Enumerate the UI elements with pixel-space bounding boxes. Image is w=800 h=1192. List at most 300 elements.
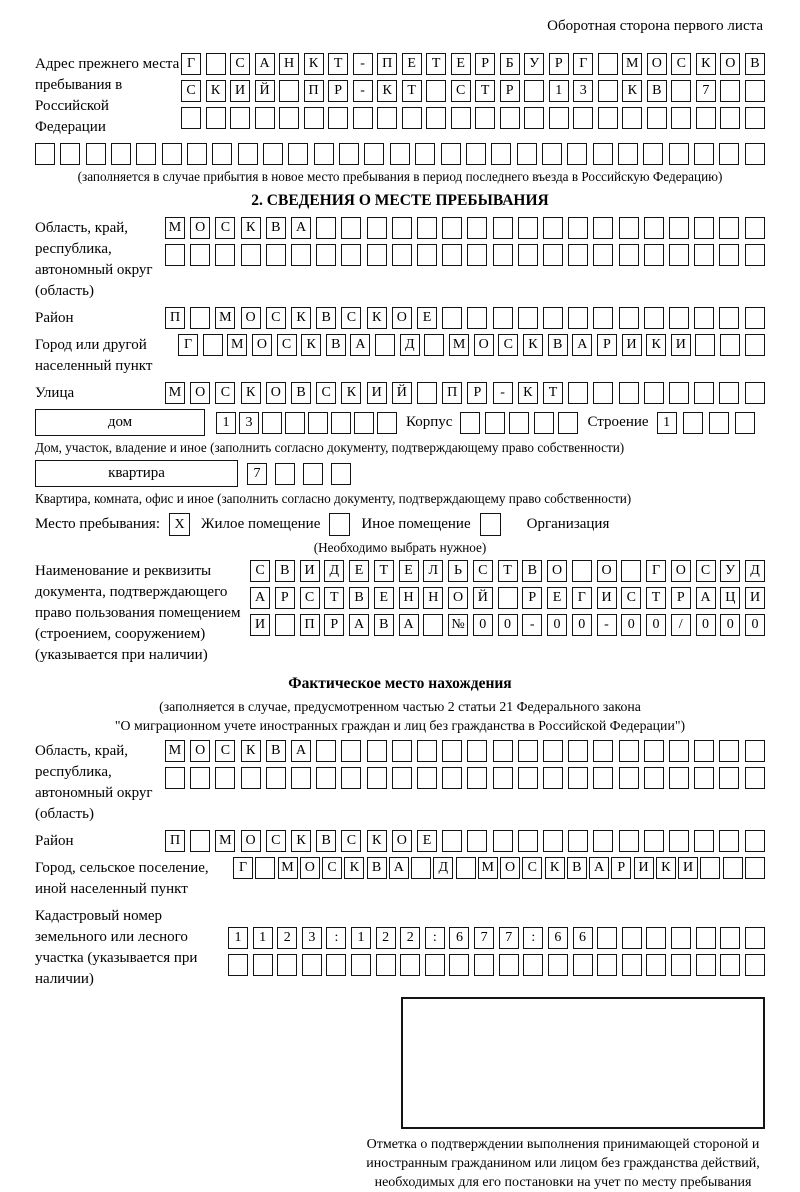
char-cell[interactable] <box>669 382 689 404</box>
char-cell[interactable] <box>597 954 617 976</box>
char-cell[interactable]: К <box>545 857 565 879</box>
char-cell[interactable] <box>518 307 538 329</box>
char-cell[interactable]: С <box>300 587 320 609</box>
char-cell[interactable] <box>622 107 642 129</box>
char-cell[interactable] <box>255 857 275 879</box>
char-cell[interactable] <box>181 107 201 129</box>
char-cell[interactable]: И <box>250 614 270 636</box>
char-cell[interactable]: С <box>341 830 361 852</box>
char-cell[interactable]: П <box>165 307 185 329</box>
char-cell[interactable] <box>683 412 703 434</box>
char-cell[interactable]: Р <box>671 587 691 609</box>
char-cell[interactable]: С <box>277 334 297 356</box>
char-cell[interactable] <box>622 954 642 976</box>
char-cell[interactable]: Б <box>500 53 520 75</box>
char-cell[interactable] <box>441 143 461 165</box>
char-cell[interactable] <box>111 143 131 165</box>
char-cell[interactable] <box>621 560 641 582</box>
char-cell[interactable] <box>392 244 412 266</box>
char-cell[interactable]: В <box>745 53 765 75</box>
char-cell[interactable] <box>568 307 588 329</box>
char-cell[interactable]: М <box>165 217 185 239</box>
char-cell[interactable] <box>745 107 765 129</box>
char-cell[interactable]: О <box>671 560 691 582</box>
char-cell[interactable]: И <box>634 857 654 879</box>
char-cell[interactable]: В <box>266 217 286 239</box>
char-cell[interactable]: И <box>678 857 698 879</box>
char-cell[interactable] <box>735 412 755 434</box>
char-cell[interactable] <box>598 107 618 129</box>
char-cell[interactable] <box>279 107 299 129</box>
char-cell[interactable]: Р <box>328 80 348 102</box>
char-cell[interactable]: / <box>671 614 691 636</box>
char-cell[interactable]: 0 <box>498 614 518 636</box>
char-cell[interactable]: Т <box>498 560 518 582</box>
char-cell[interactable] <box>203 334 223 356</box>
char-cell[interactable]: Р <box>522 587 542 609</box>
char-cell[interactable]: В <box>266 740 286 762</box>
char-cell[interactable] <box>485 412 505 434</box>
char-cell[interactable]: Й <box>392 382 412 404</box>
char-cell[interactable] <box>548 954 568 976</box>
char-cell[interactable] <box>215 244 235 266</box>
char-cell[interactable] <box>745 217 765 239</box>
char-cell[interactable]: О <box>597 560 617 582</box>
char-cell[interactable]: Д <box>745 560 765 582</box>
char-cell[interactable] <box>392 767 412 789</box>
char-cell[interactable]: С <box>266 307 286 329</box>
char-cell[interactable]: С <box>522 857 542 879</box>
char-cell[interactable]: 0 <box>621 614 641 636</box>
char-cell[interactable] <box>593 830 613 852</box>
char-cell[interactable] <box>694 740 714 762</box>
char-cell[interactable] <box>331 463 351 485</box>
char-cell[interactable] <box>720 334 740 356</box>
char-cell[interactable] <box>745 334 765 356</box>
char-cell[interactable] <box>618 143 638 165</box>
char-cell[interactable] <box>417 382 437 404</box>
char-cell[interactable] <box>646 927 666 949</box>
char-cell[interactable]: О <box>190 217 210 239</box>
char-cell[interactable] <box>354 412 374 434</box>
char-cell[interactable] <box>619 244 639 266</box>
dom-box[interactable] <box>35 409 205 436</box>
char-cell[interactable] <box>694 217 714 239</box>
char-cell[interactable] <box>308 412 328 434</box>
char-cell[interactable]: Ь <box>448 560 468 582</box>
char-cell[interactable]: 7 <box>247 463 267 485</box>
char-cell[interactable] <box>285 412 305 434</box>
char-cell[interactable] <box>745 143 765 165</box>
char-cell[interactable] <box>442 307 462 329</box>
char-cell[interactable]: Т <box>374 560 394 582</box>
char-cell[interactable]: С <box>250 560 270 582</box>
char-cell[interactable] <box>644 244 664 266</box>
char-cell[interactable] <box>745 80 765 102</box>
char-cell[interactable]: М <box>449 334 469 356</box>
char-cell[interactable]: К <box>341 382 361 404</box>
char-cell[interactable]: О <box>474 334 494 356</box>
char-cell[interactable] <box>467 767 487 789</box>
char-cell[interactable]: Н <box>423 587 443 609</box>
char-cell[interactable]: А <box>291 740 311 762</box>
char-cell[interactable]: П <box>304 80 324 102</box>
char-cell[interactable] <box>593 143 613 165</box>
char-cell[interactable]: С <box>181 80 201 102</box>
char-cell[interactable]: Т <box>328 53 348 75</box>
char-cell[interactable]: С <box>473 560 493 582</box>
char-cell[interactable] <box>316 740 336 762</box>
char-cell[interactable]: В <box>548 334 568 356</box>
char-cell[interactable] <box>400 954 420 976</box>
char-cell[interactable]: С <box>621 587 641 609</box>
char-cell[interactable]: У <box>720 560 740 582</box>
char-cell[interactable] <box>568 767 588 789</box>
char-cell[interactable] <box>238 143 258 165</box>
char-cell[interactable]: О <box>500 857 520 879</box>
char-cell[interactable]: И <box>622 334 642 356</box>
char-cell[interactable]: 2 <box>400 927 420 949</box>
char-cell[interactable] <box>543 307 563 329</box>
char-cell[interactable] <box>669 244 689 266</box>
char-cell[interactable] <box>719 830 739 852</box>
char-cell[interactable] <box>543 217 563 239</box>
char-cell[interactable] <box>573 954 593 976</box>
char-cell[interactable] <box>364 143 384 165</box>
char-cell[interactable] <box>598 53 618 75</box>
char-cell[interactable]: И <box>367 382 387 404</box>
char-cell[interactable] <box>719 767 739 789</box>
char-cell[interactable]: - <box>522 614 542 636</box>
char-cell[interactable]: О <box>241 830 261 852</box>
char-cell[interactable]: Р <box>597 334 617 356</box>
char-cell[interactable] <box>339 143 359 165</box>
char-cell[interactable] <box>644 767 664 789</box>
char-cell[interactable] <box>353 107 373 129</box>
char-cell[interactable]: П <box>442 382 462 404</box>
char-cell[interactable] <box>467 307 487 329</box>
char-cell[interactable] <box>543 740 563 762</box>
char-cell[interactable] <box>669 830 689 852</box>
char-cell[interactable]: Р <box>467 382 487 404</box>
char-cell[interactable] <box>644 740 664 762</box>
char-cell[interactable]: К <box>377 80 397 102</box>
char-cell[interactable] <box>709 412 729 434</box>
char-cell[interactable] <box>377 107 397 129</box>
char-cell[interactable]: О <box>547 560 567 582</box>
char-cell[interactable]: К <box>304 53 324 75</box>
char-cell[interactable]: И <box>230 80 250 102</box>
char-cell[interactable] <box>467 830 487 852</box>
char-cell[interactable]: Е <box>547 587 567 609</box>
char-cell[interactable] <box>304 107 324 129</box>
char-cell[interactable]: 0 <box>646 614 666 636</box>
char-cell[interactable] <box>426 80 446 102</box>
char-cell[interactable]: - <box>597 614 617 636</box>
char-cell[interactable] <box>696 107 716 129</box>
char-cell[interactable] <box>467 740 487 762</box>
char-cell[interactable]: Н <box>279 53 299 75</box>
char-cell[interactable]: А <box>572 334 592 356</box>
char-cell[interactable] <box>206 53 226 75</box>
char-cell[interactable] <box>255 107 275 129</box>
char-cell[interactable]: С <box>341 307 361 329</box>
char-cell[interactable]: К <box>206 80 226 102</box>
char-cell[interactable]: К <box>367 830 387 852</box>
char-cell[interactable]: Е <box>417 307 437 329</box>
char-cell[interactable] <box>277 954 297 976</box>
char-cell[interactable] <box>644 830 664 852</box>
char-cell[interactable] <box>230 107 250 129</box>
char-cell[interactable]: 1 <box>657 412 677 434</box>
char-cell[interactable] <box>417 740 437 762</box>
char-cell[interactable] <box>524 80 544 102</box>
char-cell[interactable] <box>442 767 462 789</box>
char-cell[interactable]: С <box>498 334 518 356</box>
char-cell[interactable] <box>517 143 537 165</box>
char-cell[interactable]: Д <box>433 857 453 879</box>
char-cell[interactable]: 0 <box>547 614 567 636</box>
char-cell[interactable]: Т <box>324 587 344 609</box>
char-cell[interactable] <box>417 217 437 239</box>
char-cell[interactable] <box>671 107 691 129</box>
char-cell[interactable] <box>206 107 226 129</box>
char-cell[interactable]: Е <box>399 560 419 582</box>
char-cell[interactable] <box>417 767 437 789</box>
char-cell[interactable] <box>523 954 543 976</box>
char-cell[interactable] <box>568 244 588 266</box>
char-cell[interactable]: Т <box>646 587 666 609</box>
char-cell[interactable]: Й <box>255 80 275 102</box>
char-cell[interactable]: М <box>165 382 185 404</box>
char-cell[interactable]: К <box>656 857 676 879</box>
char-cell[interactable] <box>190 830 210 852</box>
char-cell[interactable]: 0 <box>696 614 716 636</box>
char-cell[interactable]: А <box>350 334 370 356</box>
char-cell[interactable] <box>695 334 715 356</box>
char-cell[interactable] <box>423 614 443 636</box>
char-cell[interactable]: Ц <box>720 587 740 609</box>
char-cell[interactable]: П <box>165 830 185 852</box>
char-cell[interactable]: О <box>392 307 412 329</box>
char-cell[interactable]: В <box>316 307 336 329</box>
char-cell[interactable]: 0 <box>473 614 493 636</box>
char-cell[interactable] <box>316 244 336 266</box>
char-cell[interactable]: Н <box>399 587 419 609</box>
char-cell[interactable] <box>694 143 714 165</box>
char-cell[interactable]: 1 <box>351 927 371 949</box>
char-cell[interactable]: 0 <box>745 614 765 636</box>
char-cell[interactable] <box>509 412 529 434</box>
char-cell[interactable] <box>745 857 765 879</box>
char-cell[interactable] <box>558 412 578 434</box>
char-cell[interactable] <box>275 614 295 636</box>
char-cell[interactable]: 6 <box>548 927 568 949</box>
char-cell[interactable]: В <box>349 587 369 609</box>
char-cell[interactable] <box>190 307 210 329</box>
char-cell[interactable] <box>745 954 765 976</box>
char-cell[interactable] <box>266 767 286 789</box>
char-cell[interactable]: К <box>241 740 261 762</box>
char-cell[interactable]: Г <box>572 587 592 609</box>
char-cell[interactable]: 6 <box>573 927 593 949</box>
char-cell[interactable] <box>619 382 639 404</box>
char-cell[interactable] <box>493 767 513 789</box>
char-cell[interactable]: М <box>227 334 247 356</box>
char-cell[interactable] <box>474 954 494 976</box>
char-cell[interactable] <box>568 217 588 239</box>
char-cell[interactable] <box>572 560 592 582</box>
char-cell[interactable]: Д <box>324 560 344 582</box>
char-cell[interactable] <box>341 740 361 762</box>
char-cell[interactable]: Г <box>178 334 198 356</box>
char-cell[interactable] <box>694 767 714 789</box>
char-cell[interactable]: 3 <box>239 412 259 434</box>
char-cell[interactable]: О <box>190 382 210 404</box>
char-cell[interactable] <box>622 927 642 949</box>
char-cell[interactable]: 3 <box>573 80 593 102</box>
char-cell[interactable] <box>328 107 348 129</box>
char-cell[interactable] <box>694 307 714 329</box>
char-cell[interactable] <box>460 412 480 434</box>
char-cell[interactable] <box>449 954 469 976</box>
char-cell[interactable] <box>475 107 495 129</box>
char-cell[interactable] <box>341 767 361 789</box>
char-cell[interactable] <box>390 143 410 165</box>
char-cell[interactable] <box>493 830 513 852</box>
char-cell[interactable] <box>162 143 182 165</box>
char-cell[interactable]: С <box>451 80 471 102</box>
char-cell[interactable] <box>367 244 387 266</box>
char-cell[interactable] <box>593 244 613 266</box>
char-cell[interactable] <box>543 830 563 852</box>
char-cell[interactable] <box>341 217 361 239</box>
char-cell[interactable] <box>493 244 513 266</box>
char-cell[interactable] <box>316 767 336 789</box>
char-cell[interactable] <box>86 143 106 165</box>
char-cell[interactable]: В <box>647 80 667 102</box>
char-cell[interactable]: Г <box>233 857 253 879</box>
char-cell[interactable] <box>542 143 562 165</box>
char-cell[interactable] <box>644 217 664 239</box>
char-cell[interactable]: В <box>275 560 295 582</box>
char-cell[interactable]: К <box>301 334 321 356</box>
char-cell[interactable] <box>331 412 351 434</box>
char-cell[interactable] <box>190 767 210 789</box>
char-cell[interactable]: С <box>230 53 250 75</box>
char-cell[interactable]: О <box>252 334 272 356</box>
char-cell[interactable] <box>415 143 435 165</box>
char-cell[interactable]: И <box>671 334 691 356</box>
char-cell[interactable] <box>402 107 422 129</box>
char-cell[interactable] <box>593 382 613 404</box>
char-cell[interactable] <box>341 244 361 266</box>
char-cell[interactable]: - <box>353 53 373 75</box>
char-cell[interactable] <box>279 80 299 102</box>
char-cell[interactable]: И <box>597 587 617 609</box>
char-cell[interactable]: В <box>326 334 346 356</box>
char-cell[interactable]: Е <box>451 53 471 75</box>
char-cell[interactable] <box>568 830 588 852</box>
char-cell[interactable]: 7 <box>696 80 716 102</box>
char-cell[interactable]: С <box>215 217 235 239</box>
char-cell[interactable] <box>518 740 538 762</box>
char-cell[interactable]: К <box>518 382 538 404</box>
char-cell[interactable] <box>696 927 716 949</box>
char-cell[interactable] <box>493 217 513 239</box>
char-cell[interactable] <box>568 382 588 404</box>
char-cell[interactable] <box>671 927 691 949</box>
char-cell[interactable] <box>745 382 765 404</box>
char-cell[interactable] <box>720 954 740 976</box>
char-cell[interactable] <box>375 334 395 356</box>
char-cell[interactable] <box>619 307 639 329</box>
char-cell[interactable] <box>598 80 618 102</box>
char-cell[interactable] <box>646 954 666 976</box>
char-cell[interactable]: В <box>291 382 311 404</box>
char-cell[interactable] <box>534 412 554 434</box>
char-cell[interactable]: А <box>589 857 609 879</box>
char-cell[interactable]: 1 <box>228 927 248 949</box>
char-cell[interactable]: : <box>425 927 445 949</box>
char-cell[interactable] <box>644 307 664 329</box>
char-cell[interactable] <box>543 767 563 789</box>
char-cell[interactable]: - <box>353 80 373 102</box>
char-cell[interactable]: № <box>448 614 468 636</box>
char-cell[interactable]: К <box>622 80 642 102</box>
char-cell[interactable] <box>367 767 387 789</box>
char-cell[interactable] <box>567 143 587 165</box>
char-cell[interactable]: К <box>646 334 666 356</box>
char-cell[interactable]: С <box>266 830 286 852</box>
char-cell[interactable]: К <box>367 307 387 329</box>
char-cell[interactable] <box>241 244 261 266</box>
char-cell[interactable]: А <box>399 614 419 636</box>
char-cell[interactable]: М <box>165 740 185 762</box>
char-cell[interactable] <box>524 107 544 129</box>
char-cell[interactable]: А <box>389 857 409 879</box>
char-cell[interactable] <box>275 463 295 485</box>
char-cell[interactable] <box>291 244 311 266</box>
char-cell[interactable] <box>491 143 511 165</box>
char-cell[interactable] <box>669 217 689 239</box>
char-cell[interactable]: М <box>215 830 235 852</box>
char-cell[interactable] <box>700 857 720 879</box>
char-cell[interactable]: И <box>300 560 320 582</box>
char-cell[interactable] <box>518 217 538 239</box>
char-cell[interactable] <box>35 143 55 165</box>
char-cell[interactable] <box>190 244 210 266</box>
char-cell[interactable]: К <box>241 382 261 404</box>
char-cell[interactable] <box>745 740 765 762</box>
char-cell[interactable]: И <box>745 587 765 609</box>
char-cell[interactable]: - <box>493 382 513 404</box>
char-cell[interactable] <box>165 244 185 266</box>
char-cell[interactable]: Р <box>475 53 495 75</box>
char-cell[interactable] <box>568 740 588 762</box>
char-cell[interactable]: 3 <box>302 927 322 949</box>
char-cell[interactable] <box>215 767 235 789</box>
char-cell[interactable] <box>745 307 765 329</box>
char-cell[interactable]: 7 <box>499 927 519 949</box>
char-cell[interactable] <box>593 307 613 329</box>
char-cell[interactable]: : <box>523 927 543 949</box>
char-cell[interactable] <box>425 954 445 976</box>
char-cell[interactable] <box>593 217 613 239</box>
char-cell[interactable] <box>266 244 286 266</box>
char-cell[interactable]: С <box>215 382 235 404</box>
char-cell[interactable]: О <box>392 830 412 852</box>
